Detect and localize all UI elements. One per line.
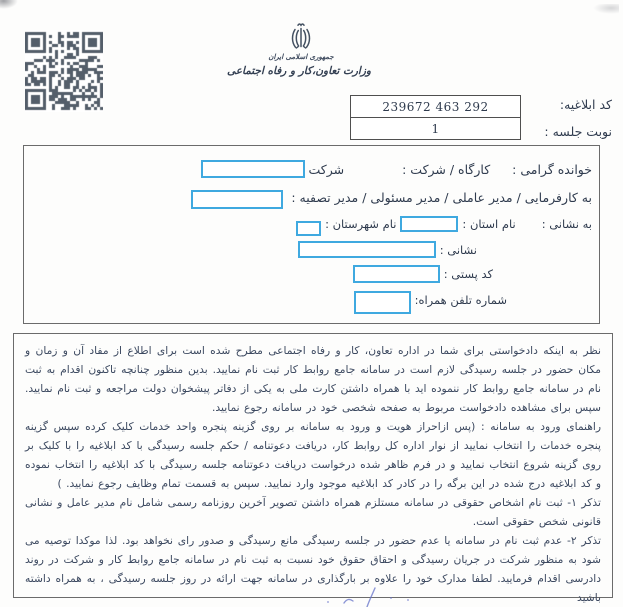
- province-label: نام استان :: [462, 217, 516, 231]
- scan-artifact-top-right: [593, 4, 619, 14]
- employer-label: به کارفرمایی / مدیر عاملی / مدیر مسئولی / مدیر تصفیه :: [291, 190, 592, 205]
- workshop-company-label: کارگاه / شرکت :: [402, 161, 491, 177]
- mobile-label: شماره تلفن همراه:: [414, 292, 507, 307]
- greeting-label: خوانده گرامی :: [512, 161, 592, 177]
- notice-paragraph-note-1: تذکر ۱- ثبت نام اشخاص حقوقی در سامانه مستلزم همراه داشتن تصویر آخرین روزنامه رسمی شامل نام مدیر عامل و نشانی قانونی شخص حقوقی است.: [25, 496, 601, 528]
- company-word: شرکت: [308, 161, 345, 177]
- notice-body-box: [13, 333, 613, 604]
- notice-paragraph-note-2: تذکر ۲- عدم ثبت نام در سامانه یا عدم حضور در جلسه رسیدگی مانع رسیدگی و صدور رای نخواهد بود. لذا موکدا توصیه می شود به منظور شرکت در جریان رسیدگی و احقاق حقوق خود نسبت به ثبت نام در سامانه جامع روابط کار و شرکت در روند دادرسی اقدام فرمایید. لطفا مدارک خود را علاوه بر بارگذاری در سامانه جهت ارائه در روز جلسه رسیدگی ، به همراه داشته باشید: [25, 534, 601, 604]
- qr-code: [25, 30, 103, 112]
- recipient-row-company: [201, 160, 593, 178]
- signature-fragment: [312, 587, 422, 607]
- redacted-postal-code: [353, 265, 440, 283]
- redacted-mobile-number: [354, 291, 411, 314]
- letterhead: [227, 22, 371, 77]
- recipient-row-mobile: [354, 288, 507, 311]
- address-label: نشانی :: [439, 242, 477, 257]
- recipient-row-postal-code: [353, 265, 493, 283]
- notice-paragraph-login-guide: راهنمای ورود به سامانه : (پس ازاحراز هویت و ورود به سامانه بر روی گزینه پنجره واحد خدمات کلیک کرده سپس گزینه پنجره خدمات را انتخاب نمایید از نوار اداره کل روابط کار، دریافت دعوتنامه / حکم جلسه رسیدگی با کد ابلاغیه را با کلیک بر روی گزینه شروع انتخاب نمایید و در فرم ظاهر شده درخواست دریافت دعوتنامه جلسه رسیدگی با کد ابلاغیه را انتخاب نموده و کد ابلاغیه درج شده در این برگه را در کادر کد ابلاغیه موجود وارد نمایید. سپس به قسمت تمام وظایف رجوع نمایید. ): [25, 420, 601, 490]
- notice-code-value: 239672 463 292: [382, 99, 489, 114]
- recipient-info-box: [23, 145, 600, 324]
- redacted-company-name: [201, 160, 305, 178]
- redacted-employer-name: [191, 190, 283, 209]
- redacted-address: [298, 241, 436, 258]
- notice-code-row: [351, 96, 520, 117]
- session-number-value: 1: [431, 121, 440, 136]
- republic-title: جمهوری اسلامی ایران: [268, 53, 334, 61]
- iran-emblem-icon: [290, 22, 312, 50]
- county-label: نام شهرستان :: [325, 217, 397, 231]
- session-number-row: [351, 117, 520, 139]
- redacted-province: [400, 216, 458, 232]
- recipient-row-address: [298, 241, 477, 258]
- notice-paragraph-registration: نظر به اینکه دادخواستی برای شما در اداره تعاون، کار و رفاه اجتماعی مطرح شده است برای اطلاع از مفاد آن و زمان و مکان حضور در جلسه رسیدگی لازم است در سامانه جامع روابط کار ثبت نام نمایید. بدین منظور چنانچه تاکنون اقدام به ثبت نام در سامانه جامع روابط کار ننموده اید با همراه داشتن کارت ملی به یکی از دفاتر پیشخوان دولت مراجعه و ثبت نام نمایید. سپس برای مشاهده دادخواست مربوط به صفحه شخصی خود در سامانه رجوع نمایید.: [25, 344, 601, 414]
- notice-code-table: [350, 95, 521, 140]
- recipient-row-region: [296, 216, 592, 232]
- notice-code-labels: [544, 96, 612, 140]
- postal-code-label: کد پستی :: [443, 267, 493, 281]
- recipient-row-employer: [191, 188, 592, 207]
- redacted-county: [296, 221, 321, 236]
- notice-code-label: کد ابلاغیه:: [559, 97, 612, 112]
- scan-artifact-top-left: [0, 0, 18, 9]
- ministry-title: وزارت تعاون،کار و رفاه اجتماعی: [227, 65, 371, 77]
- session-number-label: نوبت جلسه :: [544, 123, 612, 139]
- address-intro-label: به نشانی :: [541, 217, 592, 231]
